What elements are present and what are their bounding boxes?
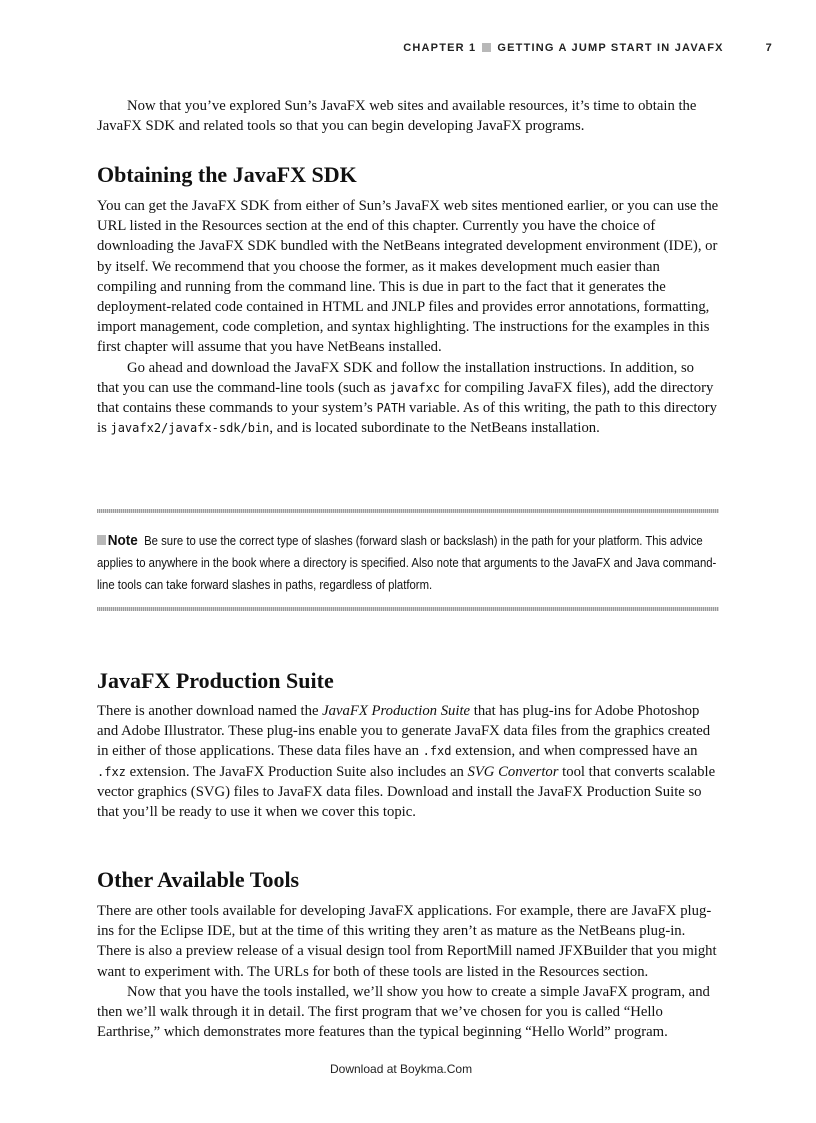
note-bottom-rule — [97, 607, 719, 611]
note-top-rule — [97, 509, 719, 513]
note-box — [97, 530, 719, 596]
other-tools-paragraph-2: Now that you have the tools installed, we’ll show you how to create a simple JavaFX program, and then we’ll walk through it in detail. The first program that we’ve chosen for you is called “Hello Earthrise,” which demonstrates more features than the typical beginning “Hello World” program. — [97, 983, 710, 1041]
code-fxz: .fxz — [97, 764, 126, 779]
note-square-icon — [97, 535, 106, 545]
running-head — [97, 42, 773, 54]
download-watermark: Download at Boykma.Com — [330, 1062, 473, 1076]
em-svg-convertor: SVG Convertor — [467, 763, 559, 780]
other-tools-body — [97, 901, 719, 1042]
sdk-paragraph-1: You can get the JavaFX SDK from either of Sun’s JavaFX web sites mentioned earlier, or you can use the URL listed in the Resources section at the end of this chapter. Currently you have the choice of downloading the JavaFX SDK bundled with the NetBeans integrated development environment (IDE), or by itself. We recommend that you choose the former, as it makes development much easier than compiling and running from the command line. This is due in part to the fact that it generates the deployment-related code contained in HTML and JNLP files and provides error annotations, formatting, import management, code completion, and syntax highlighting. The instructions for the examples in this first chapter will assume that you have NetBeans installed. — [97, 198, 719, 356]
code-sdk-bin: javafx2/javafx-sdk/bin — [110, 421, 270, 436]
section-heading-sdk: Obtaining the JavaFX SDK — [97, 162, 357, 187]
note-label: Note — [107, 532, 138, 549]
sdk-section-body — [97, 196, 719, 438]
chapter-label: CHAPTER 1 — [403, 42, 477, 54]
separator-square-icon — [482, 43, 491, 52]
section-heading-production-suite: JavaFX Production Suite — [97, 668, 334, 693]
note-text: Be sure to use the correct type of slashes (forward slash or backslash) in the path for your platform. This advice applies to anywhere in the book where a directory is specified. Also note that arguments to the JavaFX and Java command-line tools can take forward slashes in paths, regardless of platform. — [97, 534, 717, 592]
code-javafxc: javafxc — [389, 380, 441, 395]
intro-paragraph: Now that you’ve explored Sun’s JavaFX web sites and available resources, it’s time to obtain the JavaFX SDK and related tools so that you can begin developing JavaFX programs. — [97, 98, 697, 135]
other-tools-paragraph-1: There are other tools available for developing JavaFX applications. For example, there are JavaFX plug-ins for the Eclipse IDE, but at the time of this writing they aren’t as mature as the NetBeans plug-in. There is also a preview release of a visual design tool from ReportMill named JFXBuilder that you might want to experiment with. The URLs for both of these tools are listed in the Resources section. — [97, 903, 717, 980]
section-heading-other-tools: Other Available Tools — [97, 867, 300, 892]
em-production-suite: JavaFX Production Suite — [322, 703, 471, 719]
code-path: PATH — [376, 401, 406, 416]
sdk-paragraph-2: Go ahead and download the JavaFX SDK and follow the installation instructions. In addition, so that you can use the command-line tools (such as javafxc for compiling JavaFX files), add the directory that contains these commands to your system’s PATH variable. As of this writing, the path to this directory is javafx2/javafx-sdk/bin, and is located subordinate to the NetBeans installation. — [97, 359, 717, 437]
code-fxd: .fxd — [422, 744, 452, 759]
page-number: 7 — [765, 42, 773, 54]
chapter-title: GETTING A JUMP START IN JAVAFX — [497, 42, 724, 54]
production-suite-paragraph: There is another download named the JavaFX Production Suite that has plug-ins for Adobe Photoshop and Adobe Illustrator. These plug-ins enable you to generate JavaFX data files from the graphics created in either of those applications. These data files have an .fxd extension, and when compressed have an .fxz extension. The JavaFX Production Suite also includes an SVG Convertor tool that converts scalable vector graphics (SVG) files to JavaFX data files. Download and install the JavaFX Production Suite so that you’ll be ready to use it when we cover this topic. — [97, 703, 716, 821]
